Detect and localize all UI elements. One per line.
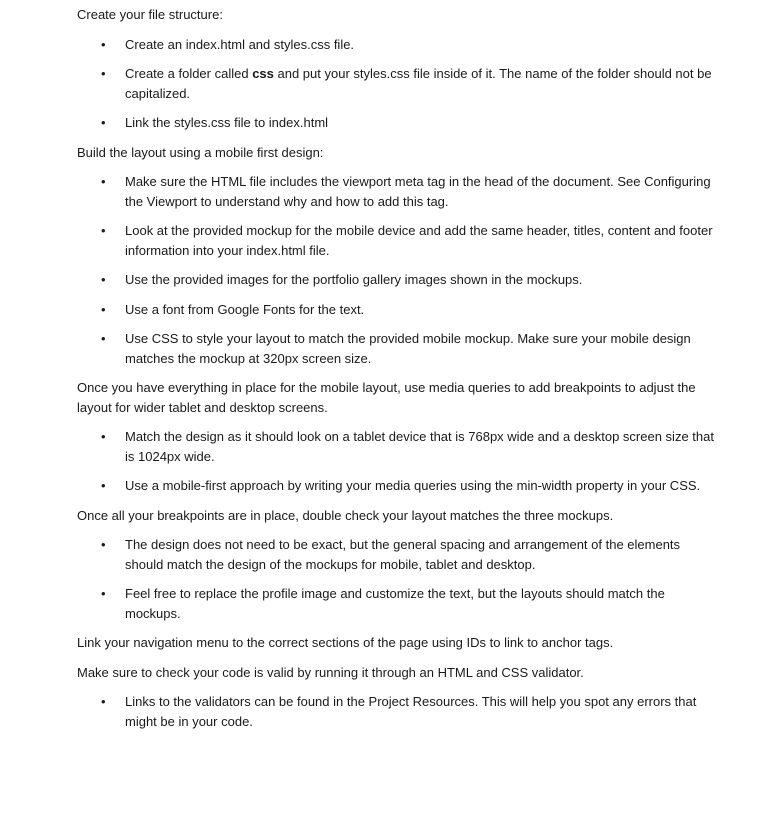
list-item: [77, 427, 717, 466]
bullet-icon: •: [101, 331, 106, 346]
list-item-text: Use a mobile-first approach by writing your media queries using the min-width property in your CSS.: [125, 478, 701, 493]
breakpoints-list: [77, 427, 717, 496]
list-item-text: Links to the validators can be found in the Project Resources. This will help you spot any errors that might be in your code.: [125, 694, 697, 729]
mockups-check-heading: Once all your breakpoints are in place, double check your layout matches the three mockups.: [77, 507, 614, 523]
breakpoints-heading: Once you have everything in place for the mobile layout, use media queries to add breakpoints to adjust the layout for wider tablet and desktop screens.: [77, 380, 696, 415]
bullet-icon: •: [101, 36, 106, 52]
list-item-text: Create an index.html and styles.css file.: [125, 36, 355, 52]
list-item: [77, 113, 717, 133]
list-item-text: Match the design as it should look on a tablet device that is 768px wide and a desktop screen size that is 1024px wide.: [125, 429, 714, 464]
list-item-text: Look at the provided mockup for the mobile device and add the same header, titles, content and footer information into your index.html file.: [125, 223, 713, 258]
list-item: [77, 584, 717, 623]
list-item: [77, 172, 717, 211]
list-item: [77, 221, 717, 260]
bullet-icon: •: [101, 301, 106, 317]
navigation-paragraph: Link your navigation menu to the correct sections of the page using IDs to link to anchor tags.: [77, 635, 614, 650]
mobile-first-list: [77, 172, 717, 368]
mockups-check-list: [77, 535, 717, 623]
list-item: [77, 476, 717, 496]
list-item: [77, 329, 717, 368]
bullet-icon: •: [101, 223, 106, 238]
list-item-text-post: and put your styles.css file inside of it. The name of the folder should not be capitalized.: [125, 66, 712, 101]
list-item: [77, 270, 717, 290]
list-item-text: Make sure the HTML file includes the viewport meta tag in the head of the document. See Configuring the Viewport to understand why and how to add this tag.: [125, 174, 711, 209]
list-item: [77, 35, 717, 55]
css-folder-name: css: [252, 66, 274, 81]
bullet-icon: •: [101, 115, 106, 130]
bullet-icon: •: [101, 429, 106, 444]
bullet-icon: •: [101, 272, 106, 287]
validator-heading: Make sure to check your code is valid by running it through an HTML and CSS validator.: [77, 664, 584, 680]
bullet-icon: •: [101, 586, 106, 601]
list-item-text: Use a font from Google Fonts for the text.: [125, 301, 365, 317]
bullet-icon: •: [101, 478, 106, 493]
document-body: [77, 5, 717, 741]
bullet-icon: •: [101, 537, 106, 552]
list-item: [77, 692, 717, 731]
bullet-icon: •: [101, 66, 106, 81]
list-item-text: Use CSS to style your layout to match the provided mobile mockup. Make sure your mobile design matches the mockup at 320px screen size.: [125, 331, 691, 366]
list-item: [77, 300, 717, 320]
file-structure-list: [77, 35, 717, 133]
file-structure-heading: Create your file structure:: [77, 7, 223, 22]
bullet-icon: •: [101, 174, 106, 189]
list-item: [77, 535, 717, 574]
list-item-text: Feel free to replace the profile image and customize the text, but the layouts should match the mockups.: [125, 586, 665, 621]
list-item: [77, 64, 717, 103]
bullet-icon: •: [101, 694, 106, 709]
list-item-text: Use the provided images for the portfolio gallery images shown in the mockups.: [125, 272, 583, 287]
validator-list: [77, 692, 717, 731]
list-item-text-pre: Create a folder called: [125, 66, 253, 81]
list-item-text: Link the styles.css file to index.html: [125, 115, 329, 130]
list-item-text: The design does not need to be exact, but the general spacing and arrangement of the elements should match the design of the mockups for mobile, tablet and desktop.: [125, 537, 681, 572]
mobile-first-heading: Build the layout using a mobile first design:: [77, 144, 324, 160]
